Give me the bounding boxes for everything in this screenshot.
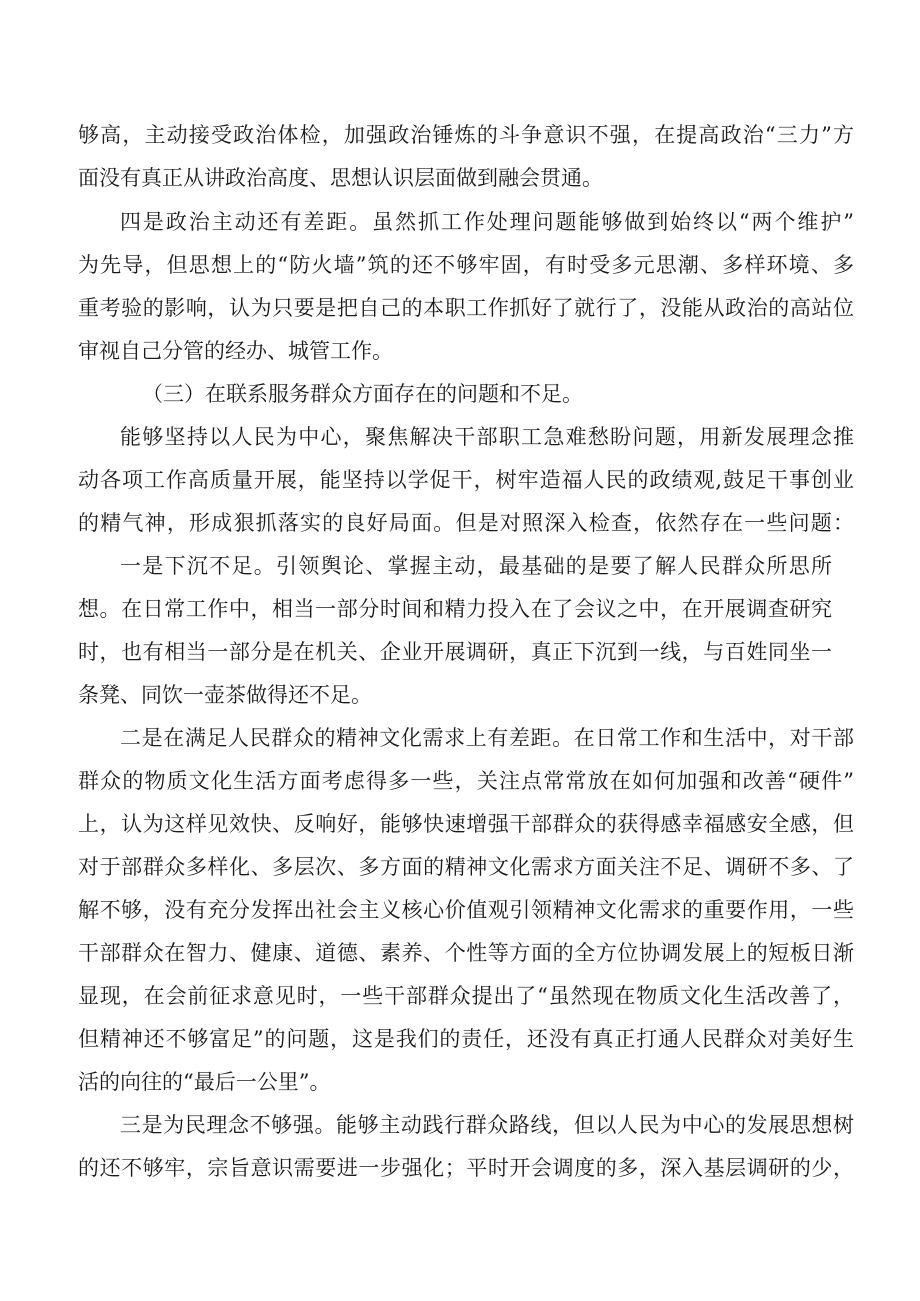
text-line: 审视自己分管的经办、城管工作。 — [78, 339, 393, 363]
text-line: 条凳、同饮一壶茶做得还不足。 — [78, 683, 372, 707]
text-line: 够高，主动接受政治体检，加强政治锤炼的斗争意识不强，在提高政治“三力”方 — [78, 123, 854, 147]
text-line: 群众的物质文化生活方面考虑得多一些，关注点常常放在如何加强和改善“硬件” — [78, 769, 854, 793]
text-line: 的精气神，形成狠抓落实的良好局面。但是对照深入检查，依然存在一些问题： — [78, 511, 854, 535]
text-line: 重考验的影响，认为只要是把自己的本职工作抓好了就行了，没能从政治的高站位 — [78, 296, 854, 320]
text-line: 能够坚持以人民为中心，聚焦解决干部职工急难愁盼问题，用新发展理念推 — [120, 425, 854, 449]
text-line: 对于部群众多样化、多层次、多方面的精神文化需求方面关注不足、调研不多、了 — [78, 855, 854, 879]
text-line: 干部群众在智力、健康、道德、素养、个性等方面的全方位协调发展上的短板日渐 — [78, 941, 854, 965]
text-line: 解不够，没有充分发挥出社会主义核心价值观引领精神文化需求的重要作用，一些 — [78, 898, 854, 922]
text-line: 想。在日常工作中，相当一部分时间和精力投入在了会议之中，在开展调查研究 — [78, 597, 832, 621]
text-line: 面没有真正从讲政治高度、思想认识层面做到融会贯通。 — [78, 166, 603, 190]
text-line: 为先导，但思想上的“防火墙”筑的还不够牢固，有时受多元思潮、多样环境、多 — [78, 253, 854, 277]
text-line: 动各项工作高质量开展，能坚持以学促干，树牢造福人民的政绩观,鼓足干事创业 — [78, 468, 854, 492]
text-line: 时，也有相当一部分是在机关、企业开展调研，真正下沉到一线，与百姓同坐一 — [78, 640, 832, 664]
section-heading: （三）在联系服务群众方面存在的问题和不足。 — [142, 382, 583, 406]
text-line: 的还不够牢，宗旨意识需要进一步强化；平时开会调度的多，深入基层调研的少， — [78, 1156, 854, 1180]
text-line: 一是下沉不足。引领舆论、掌握主动，最基础的是要了解人民群众所思所 — [120, 554, 832, 578]
text-line: 四是政治主动还有差距。虽然抓工作处理问题能够做到始终以“两个维护” — [120, 210, 854, 234]
text-line: 活的向往的“最后一公里”。 — [78, 1070, 331, 1094]
text-line: 二是在满足人民群众的精神文化需求上有差距。在日常工作和生活中，对干部 — [120, 726, 854, 750]
text-line: 但精神还不够富足”的问题，这是我们的责任，还没有真正打通人民群众对美好生 — [78, 1027, 854, 1051]
text-line: 上，认为这样见效快、反响好，能够快速增强干部群众的获得感幸福感安全感，但 — [78, 812, 854, 836]
text-line: 显现，在会前征求意见时，一些干部群众提出了“虽然现在物质文化生活改善了， — [78, 984, 854, 1008]
text-line: 三是为民理念不够强。能够主动践行群众路线，但以人民为中心的发展思想树 — [120, 1113, 854, 1137]
